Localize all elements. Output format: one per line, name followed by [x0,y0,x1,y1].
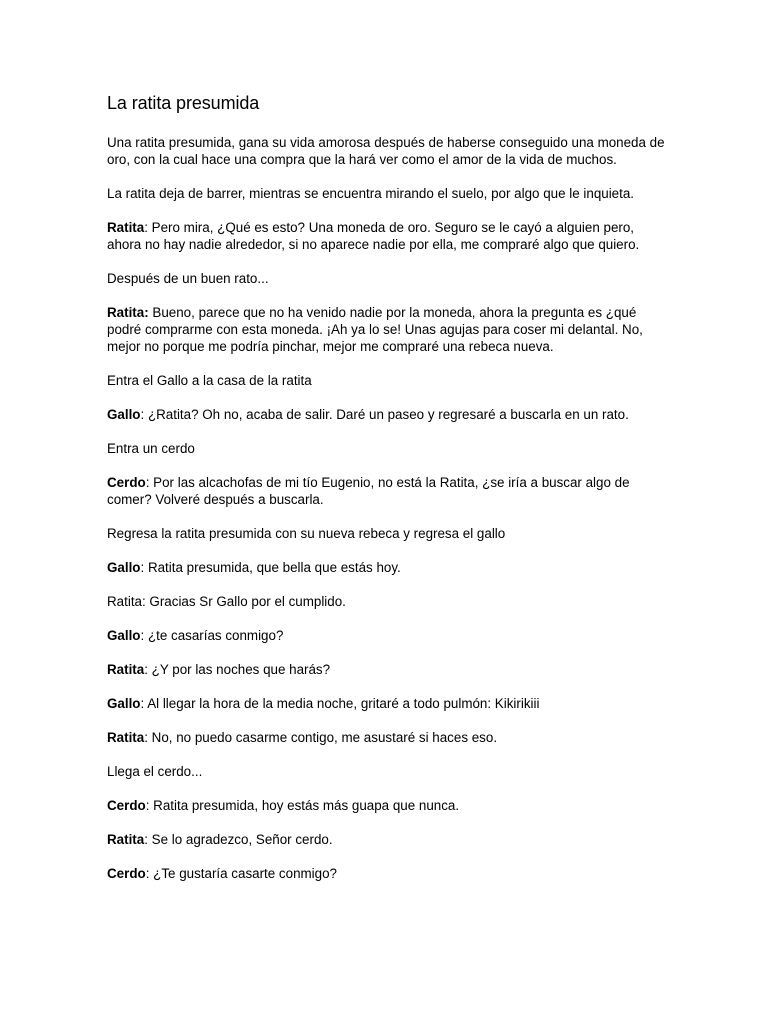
paragraph-text: Al llegar la hora de la media noche, gritaré a todo pulmón: Kikirikiii [147,696,540,711]
paragraph-text: Regresa la ratita presumida con su nueva rebeca y regresa el gallo [107,526,506,541]
dialogue-paragraph [107,304,667,355]
speaker-separator: : [140,560,148,575]
document-body [107,134,667,882]
speaker-name: Ratita [107,662,145,677]
paragraph-text: Entra el Gallo a la casa de la ratita [107,373,312,388]
narration-paragraph [107,440,667,457]
paragraph-text: ¿Y por las noches que harás? [151,662,331,677]
paragraph-text: Entra un cerdo [107,441,195,456]
paragraph-text: Pero mira, ¿Qué es esto? Una moneda de oro. Seguro se le cayó a alguien pero, ahora no hay nadie alrededor, si no aparece nadie por ella, me compraré algo que quiero. [107,220,640,252]
speaker-name: Gallo [107,628,141,643]
speaker-name: Ratita [107,730,145,745]
speaker-separator: : [145,866,154,881]
paragraph-text: Una ratita presumida, gana su vida amorosa después de haberse conseguido una moneda de oro, con la cual hace una compra que la hará ver como el amor de la vida de muchos. [107,135,665,167]
narration-paragraph [107,525,667,542]
paragraph-text: Ratita: Gracias Sr Gallo por el cumplido. [107,594,346,609]
speaker-name: Ratita [107,832,145,847]
dialogue-paragraph [107,729,667,746]
dialogue-paragraph [107,559,667,576]
dialogue-paragraph [107,797,667,814]
speaker-name: Cerdo [107,798,146,813]
narration-paragraph [107,763,667,780]
dialogue-paragraph [107,695,667,712]
speaker-name: Cerdo [107,866,146,881]
speaker-separator: : [140,407,148,422]
document-page [107,92,667,899]
paragraph-text: No, no puedo casarme contigo, me asustaré si haces eso. [151,730,498,745]
dialogue-paragraph [107,865,667,882]
speaker-separator: : [144,832,152,847]
paragraph-text: Por las alcachofas de mi tío Eugenio, no está la Ratita, ¿se iría a buscar algo de comer? Volveré después a buscarla. [107,475,630,507]
narration-paragraph [107,593,667,610]
narration-paragraph [107,372,667,389]
speaker-name: Gallo [107,696,141,711]
speaker-name: Ratita [107,220,145,235]
paragraph-text: ¿Ratita? Oh no, acaba de salir. Daré un paseo y regresaré a buscarla en un rato. [147,407,629,422]
narration-paragraph [107,270,667,287]
paragraph-text: ¿Te gustaría casarte conmigo? [153,866,337,881]
paragraph-text: Ratita presumida, que bella que estás hoy. [147,560,401,575]
speaker-name: Gallo [107,560,141,575]
narration-paragraph [107,185,667,202]
paragraph-text: Llega el cerdo... [107,764,203,779]
paragraph-text: Después de un buen rato... [107,271,269,286]
speaker-name: Ratita: [107,305,149,320]
speaker-separator: : [145,798,154,813]
dialogue-paragraph [107,661,667,678]
paragraph-text: Se lo agradezco, Señor cerdo. [151,832,333,847]
paragraph-text: Ratita presumida, hoy estás más guapa que nunca. [153,798,460,813]
paragraph-text: Bueno, parece que no ha venido nadie por la moneda, ahora la pregunta es ¿qué podré comprarme con esta moneda. ¡Ah ya lo se! Unas agujas para coser mi delantal. No, mejor no porque me podría pinchar, mejor me compraré una rebeca nueva. [107,305,643,354]
speaker-name: Gallo [107,407,141,422]
speaker-separator: : [140,696,148,711]
speaker-separator: : [140,628,148,643]
document-title: La ratita presumida [107,93,260,113]
speaker-separator: : [144,220,152,235]
paragraph-text: ¿te casarías conmigo? [147,628,284,643]
paragraph-text: La ratita deja de barrer, mientras se encuentra mirando el suelo, por algo que le inquieta. [107,186,635,201]
dialogue-paragraph [107,406,667,423]
speaker-separator: : [145,475,154,490]
speaker-name: Cerdo [107,475,146,490]
dialogue-paragraph [107,474,667,508]
dialogue-paragraph [107,219,667,253]
speaker-separator: : [144,730,152,745]
narration-paragraph [107,134,667,168]
speaker-separator: : [144,662,152,677]
dialogue-paragraph [107,627,667,644]
dialogue-paragraph [107,831,667,848]
